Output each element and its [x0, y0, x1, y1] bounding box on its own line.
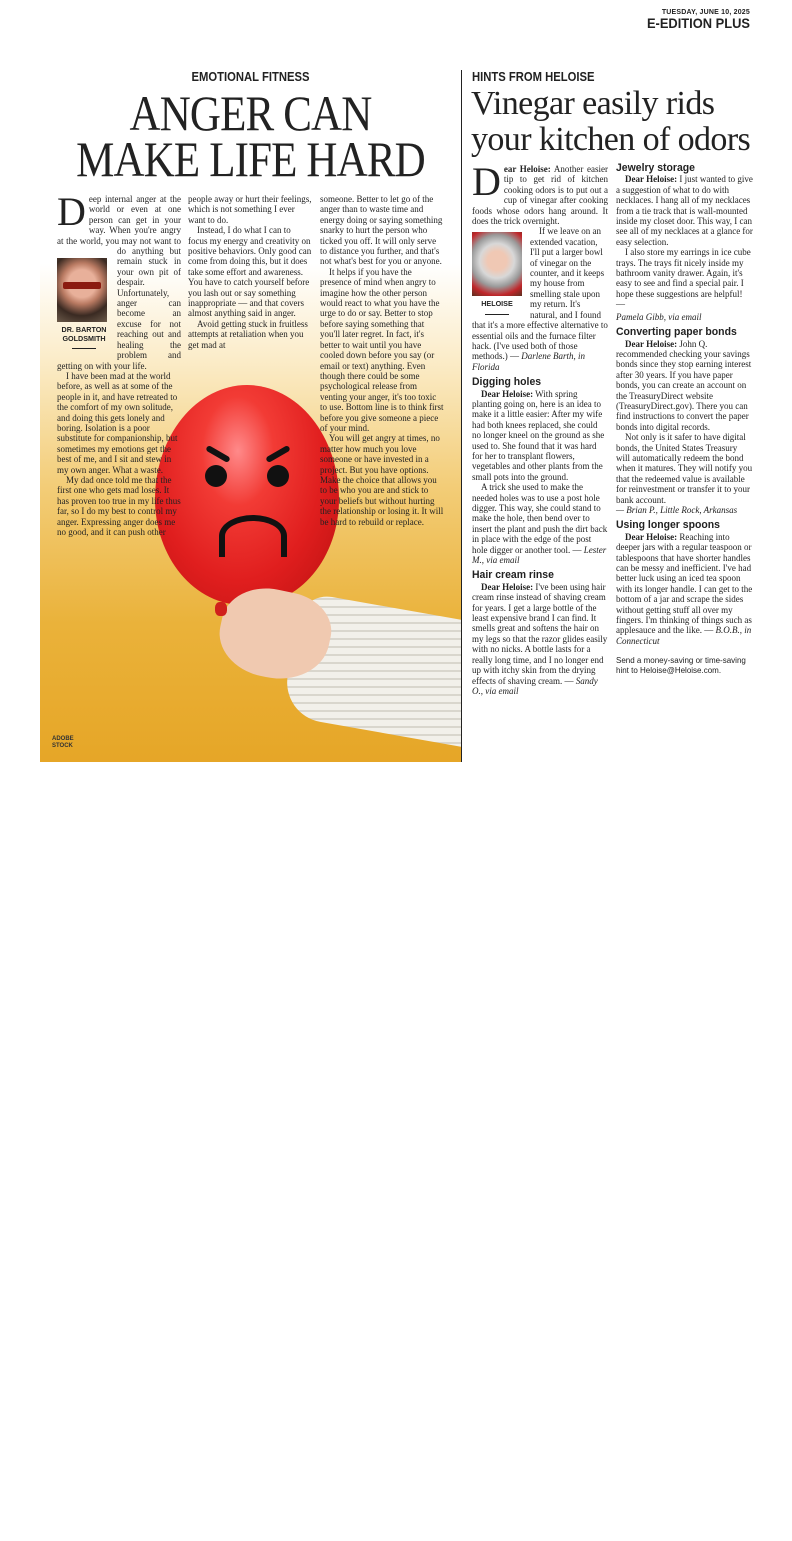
paragraph: Not only is it safer to have digital bonds, the United States Treasury will automatically redeem the bond when it matures. They will notify you that the redeemed value is available for reinvestment or transfer it to your bank account. [616, 432, 753, 505]
paragraph: Avoid getting stuck in fruitless attempts at retaliation when you get mad at [188, 318, 308, 350]
lead-label: Dear Heloise: [625, 531, 678, 542]
lead-label: Dear Heloise: [625, 174, 678, 185]
paragraph: Reaching into deeper jars with a regular teaspoon or tablespoons that have shorter handles can be messy and inefficient. I've had better luck using an iced tea spoon with its longer handle. I can get to the bottom of a jar and scrape the sides without getting stuff all over my fingers. I'm thinking of things such as applesauce and the like. — [616, 531, 753, 636]
subhead-digging-holes: Digging holes [472, 376, 542, 389]
paragraph: Another easier tip to get rid of kitchen cooking odors is to put out a cup of vinegar after cooking foods whose odors hang around. It does the trick overnight. [472, 164, 608, 227]
heloise-byline [472, 232, 522, 315]
heloise-column-2 [616, 160, 753, 676]
section-kicker: HINTS FROM HELOISE [472, 70, 595, 84]
headline-line: ANGER CAN [129, 85, 372, 141]
article-column-3 [320, 194, 444, 527]
signature: Darlene Barth, in Florida [472, 351, 585, 372]
paragraph: people away or hurt their feelings, which is not something I ever want to do. [188, 194, 312, 225]
edition-title: E-EDITION PLUS [646, 15, 750, 31]
subhead-jewelry-storage: Jewelry storage [616, 162, 695, 174]
paragraph: someone. Better to let go of the anger than to waste time and energy doing or saying something snarky to hurt the person who ticked you off. It will only serve to distance you further, and that's not what's best for you or anyone. [320, 194, 443, 267]
paragraph: I have been mad at the world before, as well as at some of the people in it, and have retreated to the comfort of my own solitude, and doing this gets lonely and boring. Isolation is a poor substitute for companionship, but sometimes my emotions get the best of me, and I sit and stew in my own anger. What a waste. [57, 370, 178, 475]
left-brow [205, 445, 231, 463]
paragraph: If we leave on an extended vacation, I'll put a larger bowl of vinegar on the counter, and it keeps my house from smelling stale upon my return. It's natural, and I found that it's a more effective alternative to essential oils and the furnace filter hack. (I've used both of those methods.) — [472, 226, 608, 362]
hint-submission-note: Send a money-saving or time-saving hint to Heloise@Heloise.com. [616, 656, 746, 676]
signature: — Brian P., Little Rock, Arkansas [616, 505, 738, 515]
section-kicker: EMOTIONAL FITNESS [191, 70, 310, 84]
article-column-2 [188, 194, 312, 350]
anger-article [40, 70, 461, 762]
issue-date: TUESDAY, JUNE 10, 2025 [661, 9, 750, 16]
paragraph: eep internal anger at the world or even at one person can get in your way. When you're angry at the world, you may not want to do anything but remain stuck in your own pit of despair. Unfortunately, anger can become an excuse for not reaching out and healing the problem and getting on with your life. [57, 194, 181, 371]
drop-cap: D [472, 159, 501, 204]
lead-label: ear Heloise: [503, 164, 551, 174]
paragraph: I just wanted to give a suggestion of what to do with necklaces. I hang all of my necklaces from a tie track that is wall-mounted inside my closet door. This way, I can see all of my necklaces at a glance for easy selection. [616, 174, 753, 247]
subhead-hair-cream-rinse: Hair cream rinse [472, 569, 554, 582]
lead-label: Dear Heloise: [481, 581, 534, 592]
paragraph: Instead, I do what I can to focus my energy and creativity on positive behaviors. Only good can come from doing this, but it does take some effort and awareness. You have to catch yourself before you lash out or say something inappropriate — and that covers almost anything said in anger. [188, 225, 312, 319]
author-name: DR. BARTON GOLDSMITH [61, 325, 107, 343]
angry-balloon-image [155, 385, 339, 605]
author-byline [57, 258, 111, 349]
headline-line: MAKE LIFE HARD [76, 131, 425, 187]
subhead-converting-paper-bonds: Converting paper bonds [616, 326, 737, 339]
subhead-using-longer-spoons: Using longer spoons [616, 519, 720, 532]
column-divider [461, 70, 462, 762]
frown [219, 515, 287, 557]
article-column-1 [57, 189, 181, 537]
masthead [638, 9, 750, 31]
paragraph: With spring planting going on, here is an idea to make it a little easier: After my wife had both knees replaced, she could no longer kneel on the ground as she used to. She found that it was hard for her to transplant flowers, vegetables and other plants from the small pots into the ground. [472, 388, 605, 482]
left-eye [205, 465, 227, 487]
paragraph: I also store my earrings in ice cube trays. The trays fit nicely inside my bathroom vanity drawer. Again, it's easy to see and find a special pair. I hope these suggestions are helpful! — [616, 247, 751, 310]
signature: Pamela Gibb, via email [616, 311, 702, 322]
photo-credit: ADOBE STOCK [52, 736, 74, 749]
headline: Vinegar easily rids your kitchen of odors [471, 85, 751, 158]
signature: Lester M., via email [472, 544, 607, 566]
drop-cap: D [57, 189, 86, 234]
byline-rule [485, 314, 509, 315]
heloise-column-1 [472, 159, 608, 696]
paragraph: I've been using hair cream rinse instead of shaving cream for years. I get a large bottle of the least expensive brand I can find. It smells great and softens the hair on my legs so that the razor glides easily with no nicks. A bottle lasts for a really long time, and I no longer end up with itchy skin from the drying effects of shaving cream. — [472, 581, 608, 686]
balloon-knot [215, 602, 227, 616]
byline-rule [72, 348, 96, 349]
right-brow [265, 445, 291, 463]
paragraph: It helps if you have the presence of mind when angry to imagine how the other person would react to what you have the urge to do or say. Better to stop before saying something that you'll later regret. In fact, it's better to wait until you have cooled down before you say (or email or text) anything. Even though there could be some psychological release from venting your anger, it's too toxic to use. Bottom line is to think first before you give someone a piece of your mind. [320, 266, 444, 433]
lead-label: Dear Heloise: [481, 388, 534, 399]
paragraph: A trick she used to make the needed holes was to use a post hole digger. This way, she could stand to make the hole, then bend over to insert the plant and push the dirt back in place with the edge of the post hole digger or another tool. — [472, 482, 608, 555]
paragraph: You will get angry at times, no matter how much you love someone or have invested in a project. But you have options. Make the choice that allows you to be who you are and stick to your beliefs but without hurting the relationship or losing it. It will be hard to rebuild or replace. [320, 433, 444, 527]
author-photo [57, 258, 107, 322]
author-name: HELOISE [481, 299, 513, 309]
headline [69, 85, 431, 187]
heloise-photo [472, 232, 522, 296]
right-eye [267, 465, 289, 487]
paragraph: My dad once told me that the first one who gets mad loses. It has proven too true in my life thus far, so I do my best to control my anger. Expressing anger does me no good, and it can push other [57, 474, 181, 537]
lead-label: Dear Heloise: [625, 338, 678, 349]
paragraph: John Q. recommended checking your savings bonds since they stop earning interest after 30 years. If you have paper bonds, you can create an account on the TreasuryDirect website (TreasuryDirect.gov). There you can find instructions to convert the paper bonds into digital records. [616, 338, 752, 432]
signature: B.O.B., in Connecticut [616, 625, 752, 646]
signature: Sandy O., via email [472, 675, 598, 696]
